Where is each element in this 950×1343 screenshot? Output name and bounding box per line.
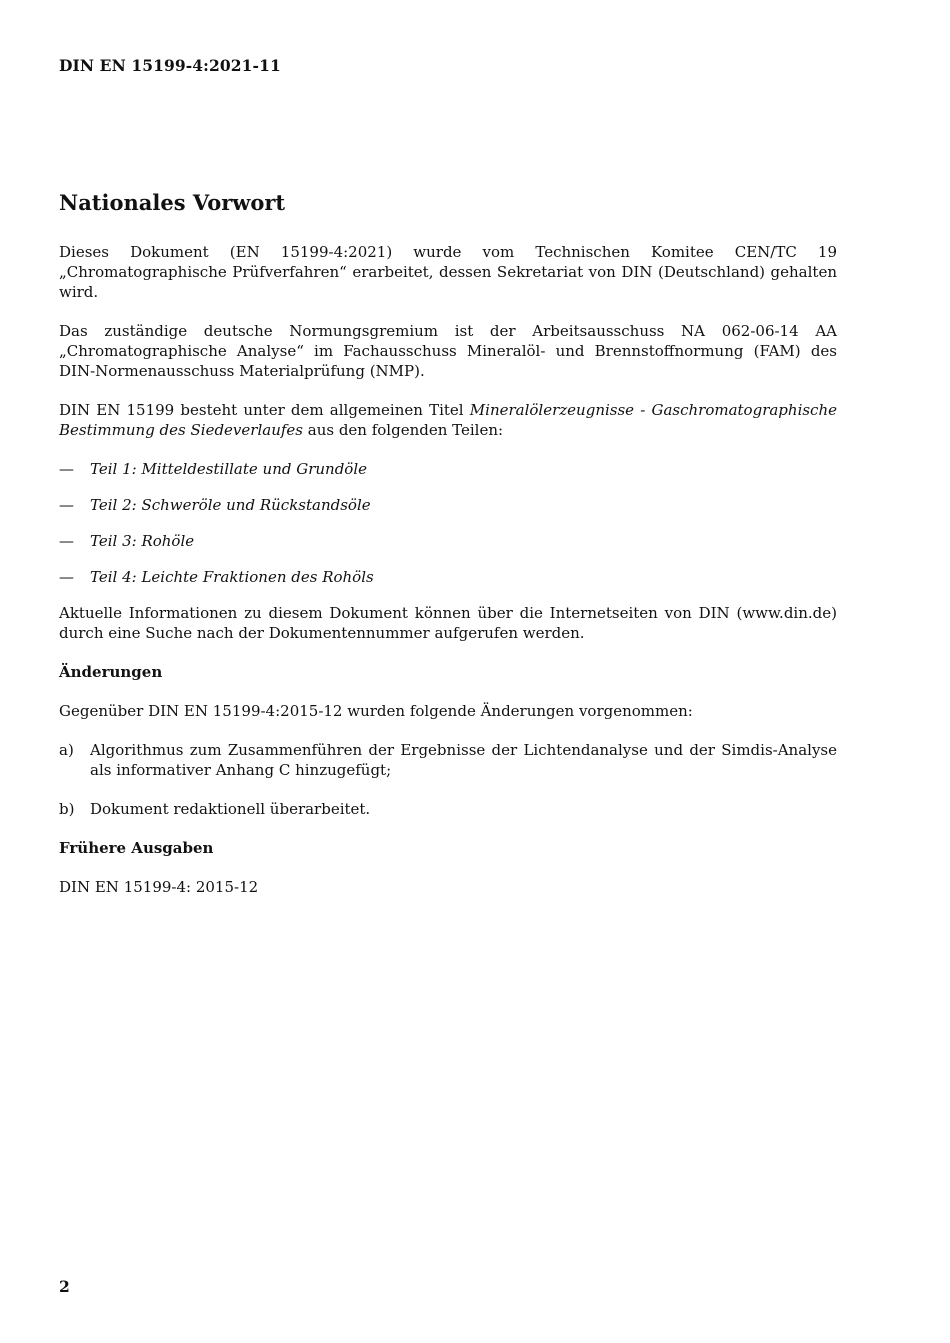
info-paragraph: Aktuelle Informationen zu diesem Dokument können über die Internetseiten von DIN (www.din.de) durch eine Suche nach der Dokumentennummer aufgerufen werden. <box>59 604 837 642</box>
changes-intro: Gegenüber DIN EN 15199-4:2015-12 wurden folgende Änderungen vorgenommen: <box>59 702 693 720</box>
part-text: Teil 2: Schweröle und Rückstandsöle <box>90 496 371 514</box>
change-text: Algorithmus zum Zusammenführen der Ergebnisse der Lichtendanalyse und der Simdis-Analyse als informativer Anhang C hinzugefügt; <box>90 741 837 779</box>
alpha-marker: b) <box>59 800 75 818</box>
part-text: Teil 1: Mitteldestillate und Grundöle <box>90 460 368 478</box>
committee-line-1: Das zuständige deutsche Normungsgremium ist der Arbeitsausschuss NA 062-06-14 AA <box>59 322 837 340</box>
page-number: 2 <box>59 1277 70 1296</box>
changes-list <box>59 740 837 819</box>
list-item <box>59 567 837 587</box>
list-item <box>59 495 837 515</box>
part-text: Teil 3: Rohöle <box>90 532 195 550</box>
part-text: Teil 4: Leichte Fraktionen des Rohöls <box>90 568 374 586</box>
page-title: Nationales Vorwort <box>59 190 286 215</box>
series-title: Mineralölerzeugnisse - Gaschromatographische Bestimmung des Siedeverlaufes <box>59 401 837 439</box>
previous-editions-text: DIN EN 15199-4: 2015-12 <box>59 878 259 896</box>
series-post: aus den folgenden Teilen: <box>302 421 504 439</box>
dash-marker: — <box>59 568 74 586</box>
series-pre: DIN EN 15199 besteht unter dem allgemeinen Titel <box>59 401 470 419</box>
dash-marker: — <box>59 532 74 550</box>
series-paragraph <box>59 400 837 440</box>
alpha-marker: a) <box>59 741 74 759</box>
changes-heading: Änderungen <box>59 663 163 681</box>
list-item <box>59 459 837 479</box>
previous-editions-heading: Frühere Ausgaben <box>59 839 214 857</box>
committee-line-2: „Chromatographische Analyse“ im Fachausschuss Mineralöl- und Brennstoffnormung (FAM) des <box>59 342 837 360</box>
list-item <box>59 740 837 780</box>
list-item <box>59 531 837 551</box>
list-item <box>59 799 837 819</box>
change-text: Dokument redaktionell überarbeitet. <box>90 800 371 818</box>
dash-marker: — <box>59 496 74 514</box>
intro-paragraph: Dieses Dokument (EN 15199-4:2021) wurde vom Technischen Komitee CEN/TC 19 „Chromatographische Prüfverfahren“ erarbeitet, dessen Sekretariat von DIN (Deutschland) gehalten wird. <box>59 243 837 301</box>
committee-line-3: DIN-Normenausschuss Materialprüfung (NMP). <box>59 362 425 380</box>
main-content <box>59 188 837 916</box>
document-id-header: DIN EN 15199-4:2021-11 <box>59 56 281 75</box>
committee-paragraph <box>59 321 837 381</box>
dash-marker: — <box>59 460 74 478</box>
parts-list <box>59 459 837 587</box>
